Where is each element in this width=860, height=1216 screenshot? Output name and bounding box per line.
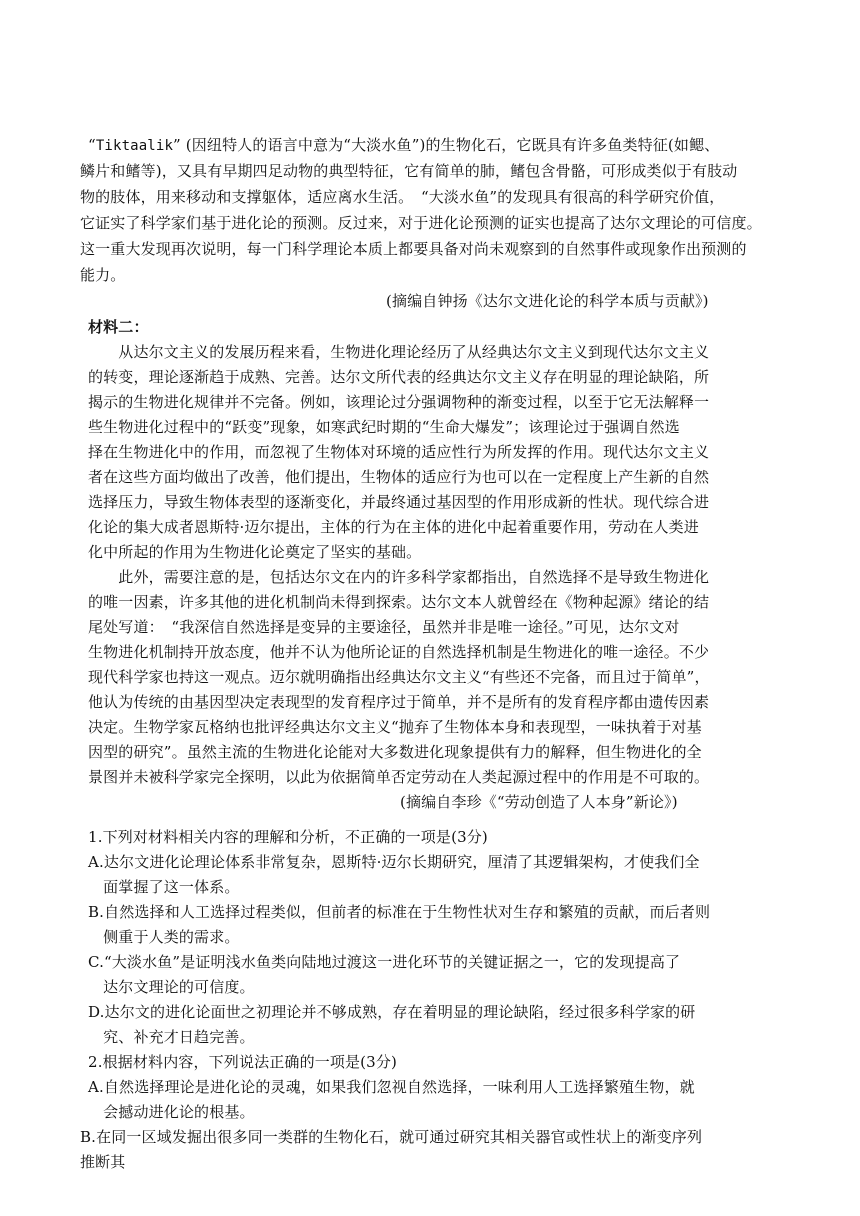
question-1-option-c-cont: 达尔文理论的可信度。	[88, 978, 255, 996]
material1-line: 鳞片和鳍等)，又具有早期四足动物的典型特征，它有简单的肺，鳍包含骨骼，可形成类似于有肢动	[80, 162, 738, 180]
material2-line: 景图并未被科学家完全探明，以此为依据简单否定劳动在人类起源过程中的作用是不可取的。	[88, 768, 710, 786]
material2-line: 的转变，理论逐渐趋于成熟、完善。达尔文所代表的经典达尔文主义存在明显的理论缺陷，所	[88, 368, 710, 386]
question-1-option-d: D.达尔文的进化论面世之初理论并不够成熟，存在着明显的理论缺陷，经过很多科学家的研	[88, 1003, 696, 1021]
quote-mark: “	[88, 136, 96, 154]
question-1-option-b: B.自然选择和人工选择过程类似，但前者的标准在于生物性状对生存和繁殖的贡献，而后者则	[88, 903, 711, 921]
material2-line: 揭示的生物进化规律并不完备。例如，该理论过分强调物种的渐变过程，以至于它无法解释一	[88, 393, 710, 411]
material2-line: 者在这些方面均做出了改善，他们提出，生物体的适应行为也可以在一定程度上产生新的自然	[88, 468, 710, 486]
material2-heading: 材料二：	[88, 318, 149, 336]
question-1-option-c: C.“大淡水鱼”是证明浅水鱼类向陆地过渡这一进化环节的关键证据之一，它的发现提高了	[88, 953, 681, 971]
material1-line-1	[88, 134, 719, 157]
question-2-stem: 2.根据材料内容，下列说法正确的一项是(3分)	[88, 1053, 398, 1071]
fossil-name: Tiktaalik	[95, 138, 174, 154]
material2-line: 现代科学家也持这一观点。迈尔就明确指出经典达尔文主义“有些还不完备，而且过于简单”，	[88, 668, 710, 686]
material2-line: 化中所起的作用为生物进化论奠定了坚实的基础。	[88, 543, 422, 561]
material2-line: 选择压力，导致生物体表型的逐渐变化，并最终通过基因型的作用形成新的性状。现代综合进	[88, 493, 710, 511]
question-2-option-b: B.在同一区域发掘出很多同一类群的生物化石，就可通过研究其相关器官或性状上的渐变序列	[80, 1128, 703, 1146]
question-1-option-a-cont: 面掌握了这一体系。	[88, 878, 240, 896]
material2-line: 些生物进化过程中的“跃变”现象，如寒武纪时期的“生命大爆发”；该理论过于强调自然选	[88, 418, 680, 436]
material1-line: 这一重大发现再次说明，每一门科学理论本质上都要具备对尚未观察到的自然事件或现象作出预测的	[80, 240, 747, 258]
question-1-option-b-cont: 侧重于人类的需求。	[88, 928, 240, 946]
question-1-stem: 1.下列对材料相关内容的理解和分析，不正确的一项是(3分)	[88, 828, 488, 846]
question-1-option-d-cont: 究、补充才日趋完善。	[88, 1028, 255, 1046]
material2-line: 从达尔文主义的发展历程来看，生物进化理论经历了从经典达尔文主义到现代达尔文主义	[88, 343, 710, 361]
material2-line: 此外，需要注意的是，包括达尔文在内的许多科学家都指出，自然选择不是导致生物进化	[88, 568, 710, 586]
material1-line: 能力。	[80, 266, 126, 284]
material2-line: 择在生物进化中的作用，而忽视了生物体对环境的适应性行为所发挥的作用。现代达尔文主义	[88, 443, 710, 461]
question-2-option-b-cont: 推断其	[80, 1153, 126, 1171]
material1-source: (摘编自钟扬《达尔文进化论的科学本质与贡献》)	[386, 292, 709, 310]
question-1-option-a: A.达尔文进化论理论体系非常复杂，恩斯特·迈尔长期研究，厘清了其逻辑架构，才使我们全	[88, 853, 700, 871]
question-2-option-a: A.自然选择理论是进化论的灵魂，如果我们忽视自然选择，一味利用人工选择繁殖生物，就	[88, 1078, 695, 1096]
material1-line: 物的肢体，用来移动和支撑躯体，适应离水生活。 “大淡水鱼”的发现具有很高的科学研究价值，	[80, 188, 725, 206]
material1-line: 它证实了科学家们基于进化论的预测。反过来，对于进化论预测的证实也提高了达尔文理论的可信度。	[80, 214, 762, 232]
material2-line: 化论的集大成者恩斯特·迈尔提出，主体的行为在主体的进化中起着重要作用，劳动在人类进	[88, 518, 699, 536]
material2-line: 因型的研究”。虽然主流的生物进化论能对大多数进化现象提供有力的解释，但生物进化的全	[88, 743, 702, 761]
material2-line: 生物进化机制持开放态度，他并不认为他所论证的自然选择机制是生物进化的唯一途径。不少	[88, 643, 710, 661]
material2-line: 的唯一因素，许多其他的进化机制尚未得到探索。达尔文本人就曾经在《物种起源》绪论的结	[88, 593, 710, 611]
material2-line: 决定。生物学家瓦格纳也批评经典达尔文主义“抛弃了生物体本身和表现型，一味执着于对基	[88, 718, 702, 736]
question-2-option-a-cont: 会撼动进化论的根基。	[88, 1103, 255, 1121]
material2-line: 他认为传统的由基因型决定表现型的发育程序过于简单，并不是所有的发育程序都由遗传因素	[88, 693, 710, 711]
material2-line: 尾处写道： “我深信自然选择是变异的主要途径，虽然并非是唯一途径。”可见，达尔文对	[88, 618, 680, 636]
material1-line-1-text: ” (因纽特人的语言中意为“大淡水鱼”)的生物化石，它既具有许多鱼类特征(如鳃、	[173, 136, 720, 154]
material2-source: (摘编自李珍《“劳动创造了人本身”新论》)	[400, 793, 678, 811]
